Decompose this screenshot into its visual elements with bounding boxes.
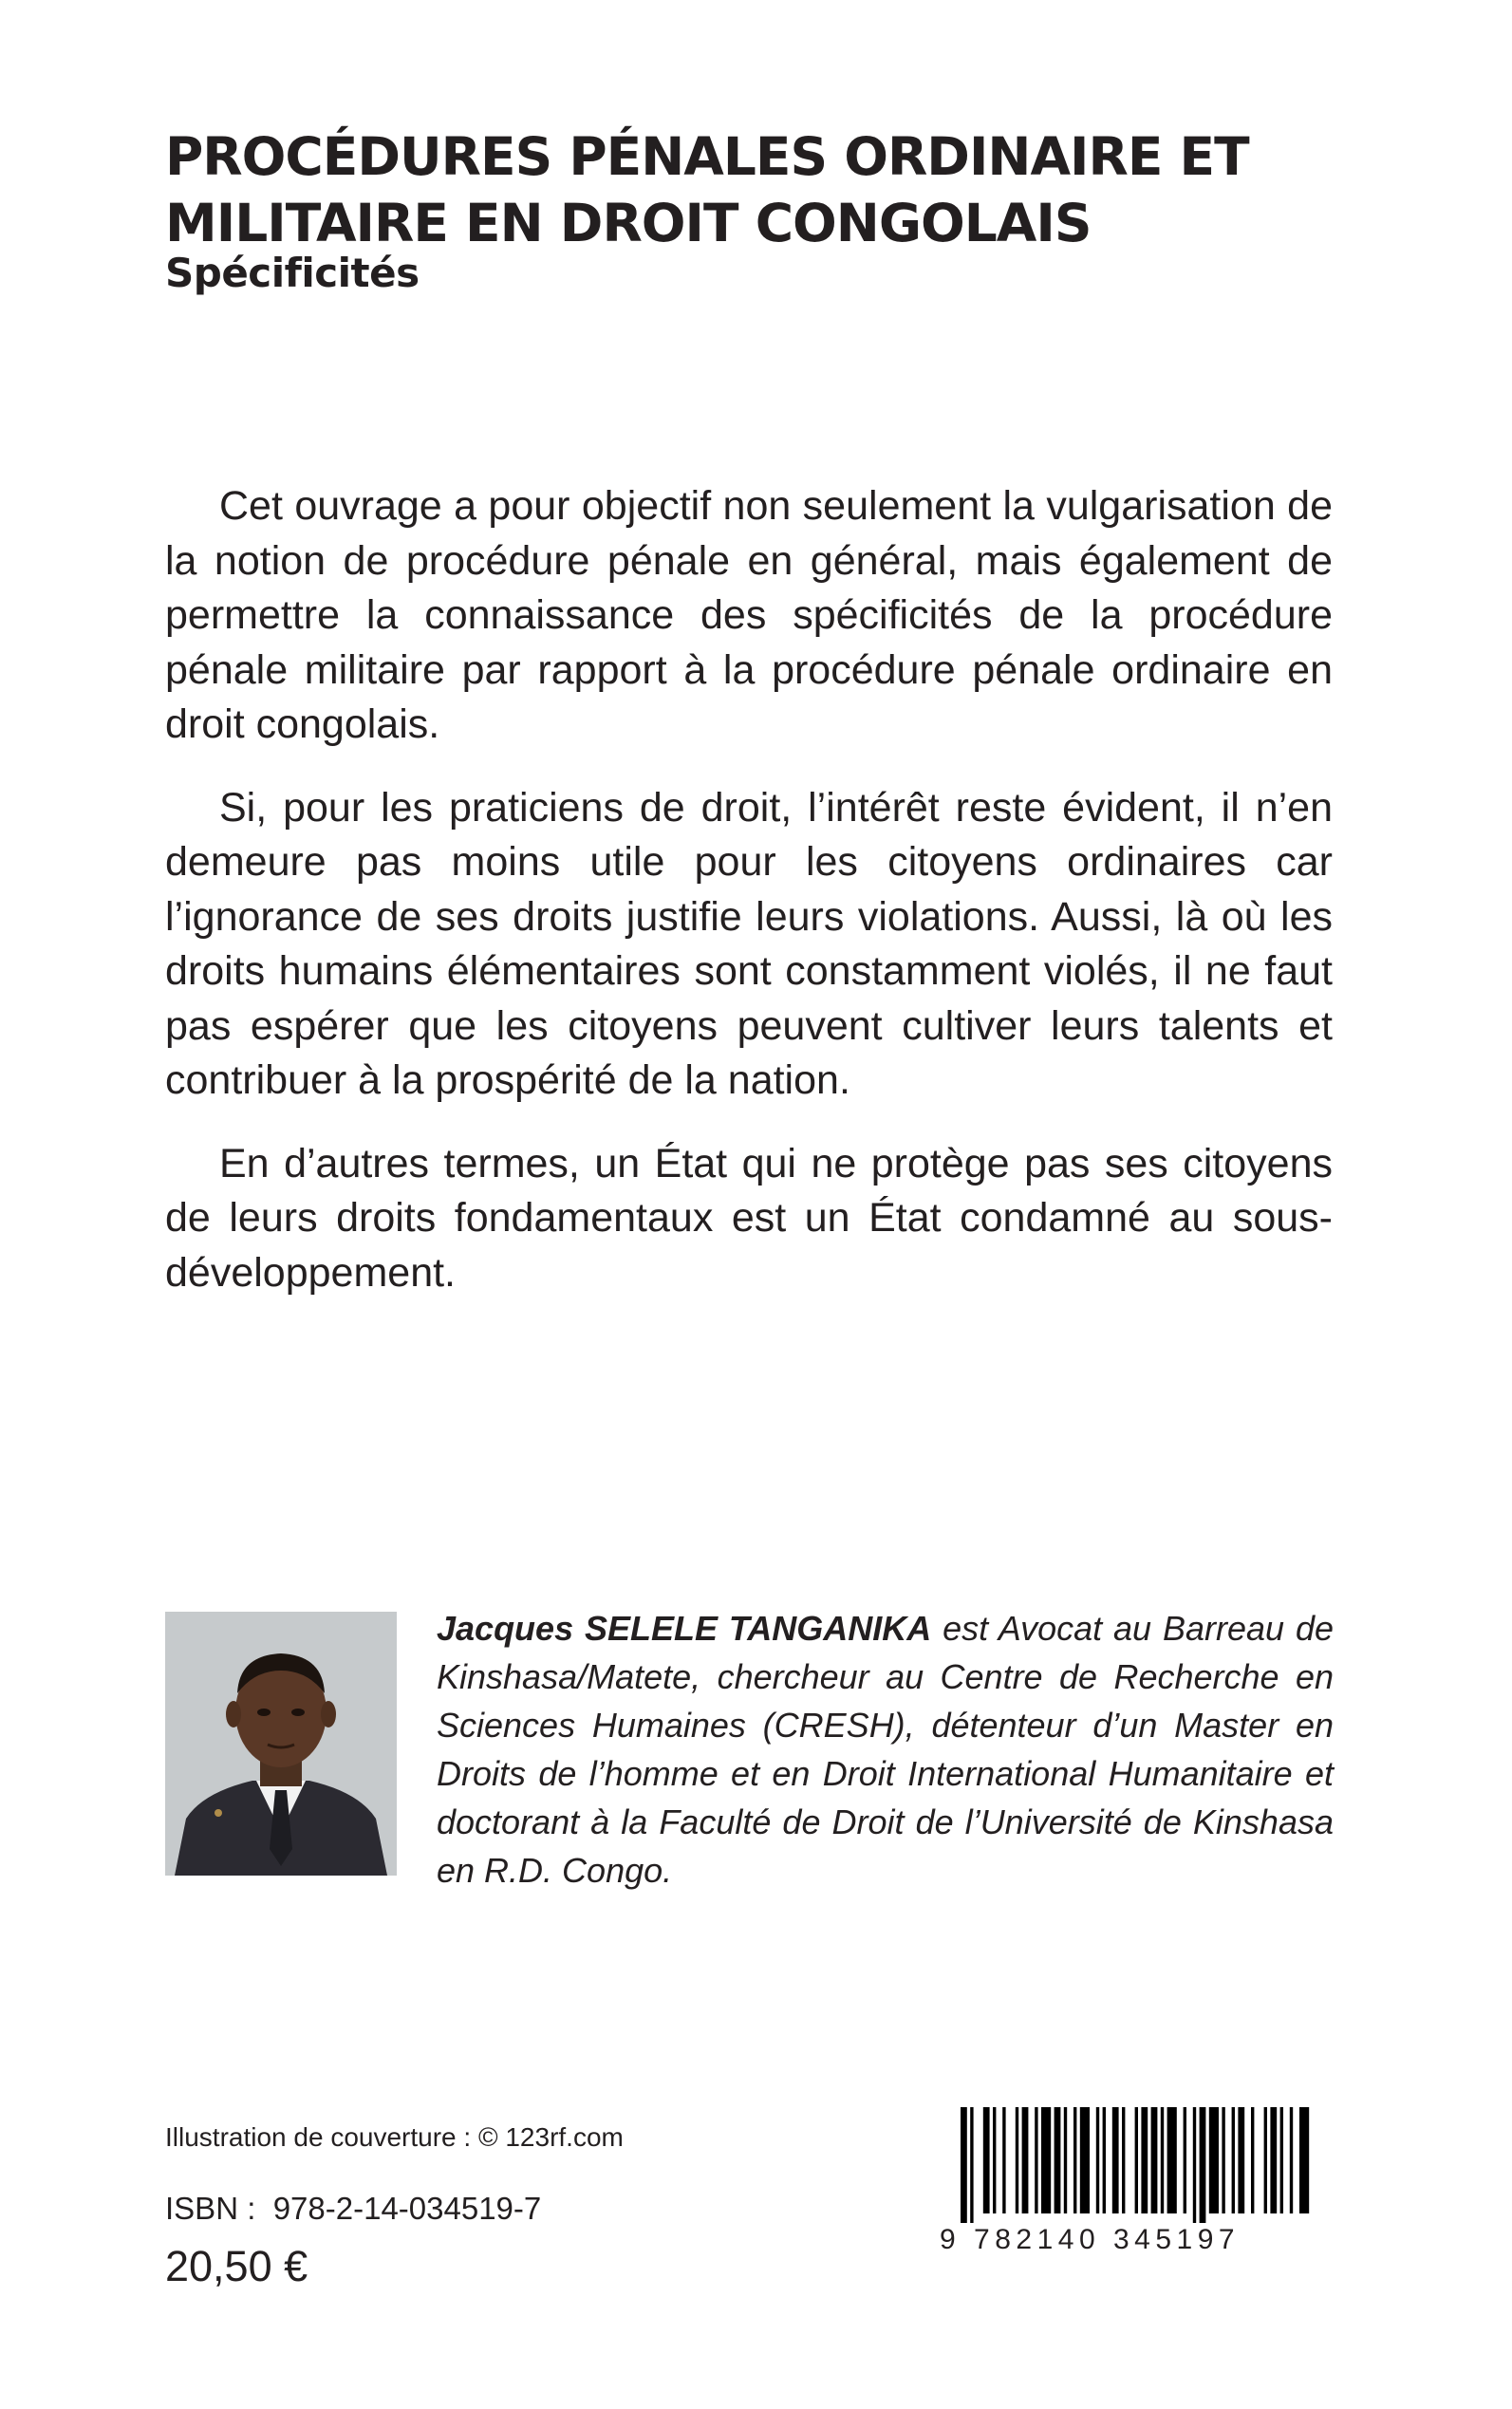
barcode-bar <box>1096 2107 1099 2213</box>
barcode-bar <box>1209 2107 1219 2213</box>
isbn: ISBN : 978-2-14-034519-7 <box>165 2191 542 2226</box>
barcode-bar <box>1193 2107 1196 2223</box>
barcode-bar <box>1232 2107 1235 2213</box>
author-bio <box>437 1604 1334 1895</box>
summary-paragraph-1: Cet ouvrage a pour objectif non seulement la vulgarisation de la notion de procédure pénale en général, mais également de permettre la connaissance des spécificités de la procédure pénale militaire par rapport à la procédure pénale ordinaire en droit congolais. <box>165 483 1333 747</box>
barcode-bar <box>1299 2107 1309 2213</box>
book-title <box>165 123 1361 256</box>
barcode-bar <box>1122 2107 1125 2213</box>
barcode-bar <box>1073 2107 1076 2213</box>
barcode-bar <box>1161 2107 1164 2213</box>
barcode-bar <box>1103 2107 1106 2213</box>
barcode-bar <box>1270 2107 1277 2213</box>
barcode-bar <box>1135 2107 1138 2213</box>
barcode-bar <box>1151 2107 1158 2213</box>
barcode-bar <box>1280 2107 1283 2213</box>
barcode-bar <box>1167 2107 1177 2213</box>
illustration-credit: Illustration de couverture : © 123rf.com <box>165 2122 624 2152</box>
price: 20,50 € <box>165 2242 308 2290</box>
summary-paragraph-3: En d’autres termes, un État qui ne protège pas ses citoyens de leurs droits fondamentaux est un État condamné au sous-développement. <box>165 1140 1333 1296</box>
barcode-bar <box>1041 2107 1051 2213</box>
barcode-bar <box>1022 2107 1029 2213</box>
author-name: Jacques SELELE TANGANIKA <box>437 1609 932 1648</box>
barcode-bar <box>1064 2107 1067 2213</box>
barcode-bars <box>940 2107 1312 2223</box>
barcode-digits: 9 782140 345197 <box>940 2224 1241 2255</box>
barcode-bar <box>970 2107 973 2223</box>
book-title-line-2: MILITAIRE EN DROIT CONGOLAIS <box>165 193 1092 253</box>
barcode-bar <box>1112 2107 1119 2213</box>
barcode-bar <box>1141 2107 1148 2213</box>
barcode-bar <box>1238 2107 1244 2213</box>
barcode-bar <box>1080 2107 1090 2213</box>
barcode-bar <box>983 2107 990 2213</box>
barcode <box>940 2107 1312 2259</box>
barcode-bar <box>993 2107 996 2213</box>
barcode-bar <box>1184 2107 1186 2213</box>
summary-text <box>165 479 1333 1329</box>
barcode-bar <box>1200 2107 1206 2223</box>
barcode-bar <box>1016 2107 1018 2213</box>
barcode-bar <box>961 2107 967 2223</box>
summary-paragraph-2: Si, pour les praticiens de droit, l’intérêt reste évident, il n’en demeure pas moins utile pour les citoyens ordinaires car l’ignorance de ses droits justifie leurs violations. Aussi, là où les droits humains élémentaires sont constamment violés, il ne faut pas espérer que les citoyens peuvent cultiver leurs talents et contribuer à la prospérité de la nation. <box>165 784 1333 1103</box>
barcode-bar <box>1222 2107 1224 2213</box>
author-photo <box>165 1612 397 1876</box>
book-subtitle: Spécificités <box>165 250 420 296</box>
barcode-bar <box>1251 2107 1254 2213</box>
barcode-bar <box>1264 2107 1267 2213</box>
barcode-bar <box>1035 2107 1037 2213</box>
book-title-line-1: PROCÉDURES PÉNALES ORDINAIRE ET <box>165 126 1249 187</box>
barcode-bar <box>1055 2107 1061 2213</box>
author-bio-text: est Avocat au Barreau de Kinshasa/Matete, chercheur au Centre de Recherche en Sciences Humaines (CRESH), détenteur d’un Master en Droits de l’homme et en Droit International Humanitaire et doctorant à la Faculté de Droit de l’Université de Kinshasa en R.D. Congo. <box>437 1609 1334 1890</box>
barcode-bar <box>1290 2107 1293 2213</box>
barcode-bar <box>1002 2107 1005 2213</box>
